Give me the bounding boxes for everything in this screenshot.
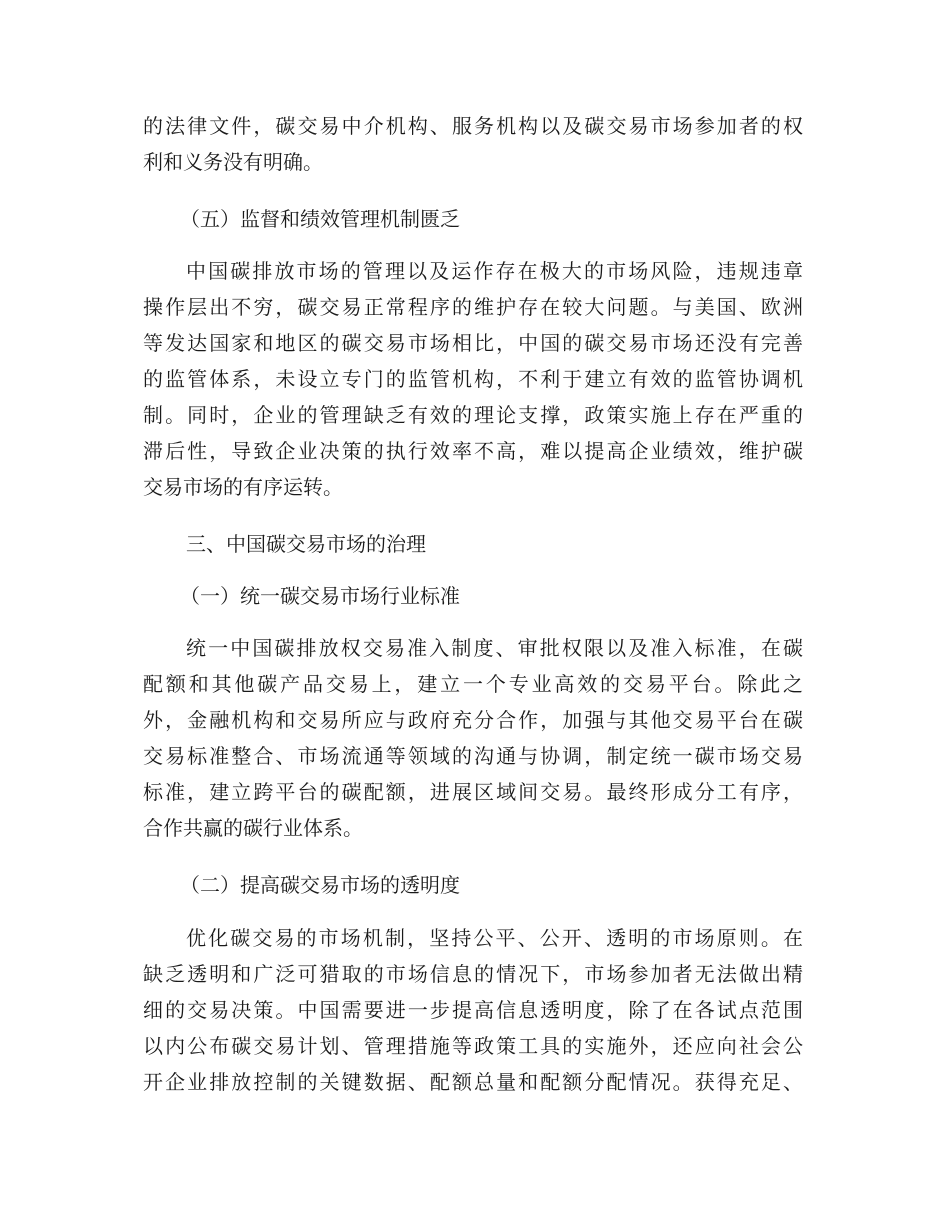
paragraph-line: 利和义务没有明确。 [143, 150, 323, 174]
paragraph-supervision [143, 253, 803, 505]
paragraph-line: 统一中国碳排放权交易准入制度、审批权限以及准入标准，在碳 [186, 636, 803, 660]
paragraph-line: 滞后性，导致企业决策的执行效率不高，难以提高企业绩效，维护碳 [143, 439, 803, 463]
paragraph-line: 优化碳交易的市场机制，坚持公平、公开、透明的市场原则。在 [186, 926, 803, 950]
paragraph-line: 开企业排放控制的关键数据、配额总量和配额分配情况。获得充足、 [143, 1070, 803, 1094]
paragraph-continuation [143, 108, 803, 180]
paragraph-transparency [143, 920, 803, 1100]
paragraph-line: 制。同时，企业的管理缺乏有效的理论支撑，政策实施上存在严重的 [143, 403, 803, 427]
paragraph-line: 交易市场的有序运转。 [143, 475, 343, 499]
paragraph-line: 的法律文件，碳交易中介机构、服务机构以及碳交易市场参加者的权 [143, 114, 803, 138]
paragraph-line: 外，金融机构和交易所应与政府充分合作，加强与其他交易平台在碳 [143, 708, 803, 732]
subsection-heading-1: （一）统一碳交易市场行业标准 [180, 584, 460, 608]
paragraph-line: 交易标准整合、市场流通等领域的沟通与协调，制定统一碳市场交易 [143, 744, 803, 768]
paragraph-line: 配额和其他碳产品交易上，建立一个专业高效的交易平台。除此之 [143, 672, 803, 696]
section-heading-3: 三、中国碳交易市场的治理 [186, 532, 426, 556]
paragraph-line: 合作共赢的碳行业体系。 [143, 816, 363, 840]
paragraph-unify-standards [143, 630, 803, 846]
paragraph-line: 操作层出不穷，碳交易正常程序的维护存在较大问题。与美国、欧洲 [143, 295, 803, 319]
paragraph-line: 细的交易决策。中国需要进一步提高信息透明度，除了在各试点范围 [143, 998, 803, 1022]
paragraph-line: 标准，建立跨平台的碳配额，进展区域间交易。最终形成分工有序， [143, 780, 803, 804]
paragraph-line: 等发达国家和地区的碳交易市场相比，中国的碳交易市场还没有完善 [143, 331, 803, 355]
paragraph-line: 的监管体系，未设立专门的监管机构，不利于建立有效的监管协调机 [143, 367, 803, 391]
subsection-heading-2: （二）提高碳交易市场的透明度 [180, 873, 460, 897]
section-heading-5: （五）监督和绩效管理机制匮乏 [180, 207, 460, 231]
paragraph-line: 中国碳排放市场的管理以及运作存在极大的市场风险，违规违章 [186, 259, 803, 283]
paragraph-line: 缺乏透明和广泛可猎取的市场信息的情况下，市场参加者无法做出精 [143, 962, 803, 986]
paragraph-line: 以内公布碳交易计划、管理措施等政策工具的实施外，还应向社会公 [143, 1034, 803, 1058]
